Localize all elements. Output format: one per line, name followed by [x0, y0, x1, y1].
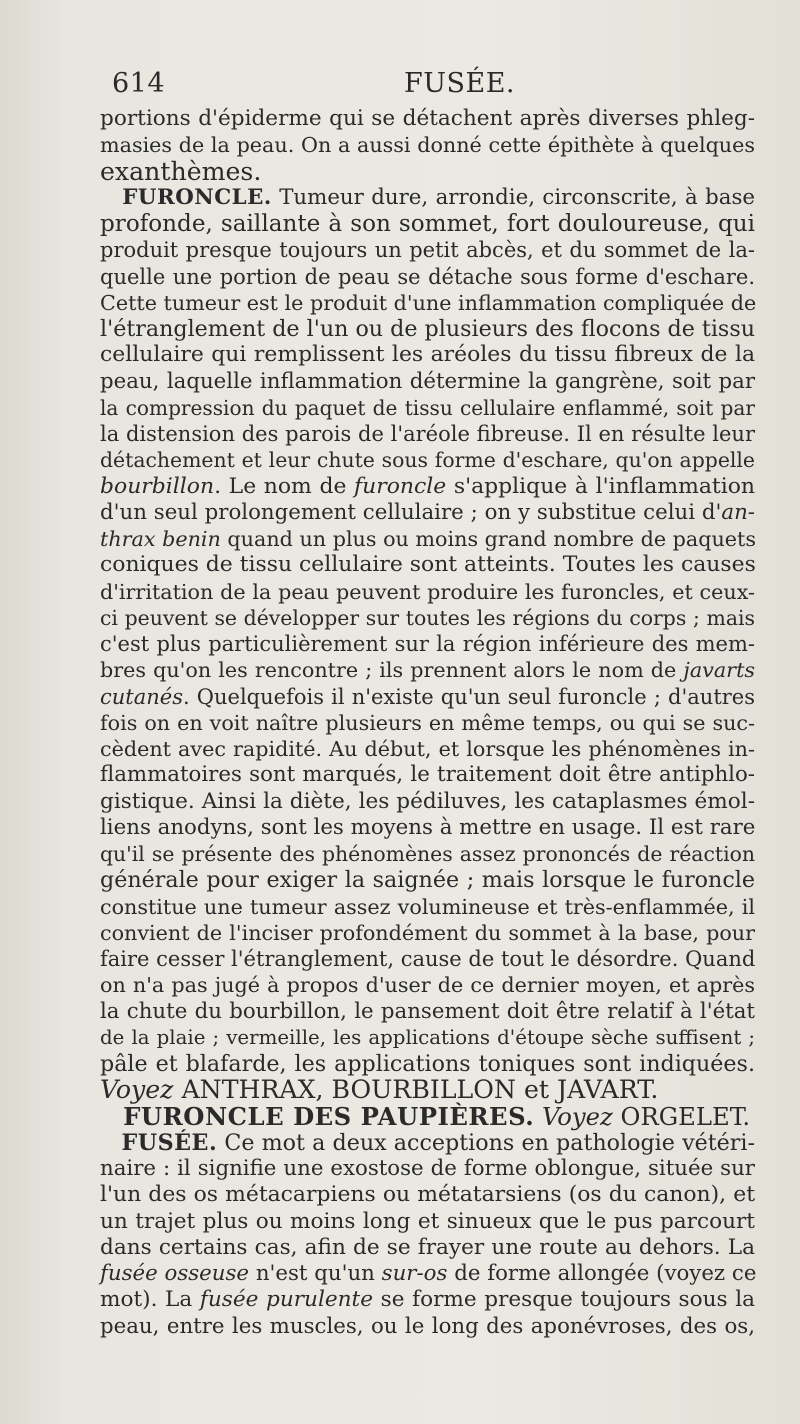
text-run: masies de la peau. On a aussi donné cette épithète à quelques [100, 133, 755, 158]
text-run: l'un des os métacarpiens ou métatarsiens (os du canon), et [100, 1182, 755, 1208]
voyez-label: Voyez [541, 1101, 613, 1131]
text-line [100, 237, 755, 263]
text-line [100, 789, 755, 815]
italic-term: an- [721, 499, 755, 525]
text-run: flammatoires sont marqués, le traitement doit être antiphlo- [100, 762, 755, 788]
text-run: exanthèmes. [100, 156, 262, 186]
text-run: peau, laquelle inflammation détermine la gangrène, soit par [100, 368, 755, 394]
entry-fusee-line [100, 1130, 755, 1156]
page-number: 614 [112, 68, 166, 99]
text-line [100, 710, 755, 736]
text-line [100, 920, 755, 946]
text-run: quelle une portion de peau se détache sous forme d'eschare. [100, 264, 755, 289]
text-run: liens anodyns, sont les moyens à mettre en usage. Il est rare [100, 814, 756, 840]
text-line [100, 211, 755, 237]
text-run: qu'il se présente des phénomènes assez prononcés de réaction [100, 842, 755, 866]
text-run: générale pour exiger la saignée ; mais lorsque le furoncle [100, 867, 755, 894]
text-line [100, 1235, 755, 1261]
text-line [100, 946, 755, 972]
headword-fusee: FUSÉE. [121, 1129, 218, 1156]
text-line [100, 762, 755, 788]
text-run: faire cesser l'étranglement, cause de tout le désordre. Quand [100, 947, 756, 971]
text-line [100, 1156, 755, 1182]
text-run: d'irritation de la peau peuvent produire les furoncles, et ceux- [100, 579, 755, 604]
text-run: détachement et leur chute sous forme d'eschare, qu'on appelle [100, 448, 755, 473]
text-run: peau, entre les muscles, ou le long des aponévroses, des os, [100, 1313, 755, 1339]
text-run: un trajet plus ou moins long et sinueux que le pus parcourt [100, 1208, 755, 1234]
text-run: d'un seul prolongement cellulaire ; on y substitue celui d' [100, 499, 722, 525]
text-run: mot). La [100, 1287, 200, 1313]
text-line [100, 736, 755, 762]
text-line [100, 421, 755, 447]
text-run: constitue une tumeur assez volumineuse et très-enflammée, il [100, 894, 755, 919]
text-run: n'est qu'un [249, 1261, 382, 1286]
text-run: . Quelquefois il n'existe qu'un seul furoncle ; d'autres [182, 684, 755, 709]
text-run [534, 1102, 542, 1131]
text-line [100, 579, 755, 605]
text-run: ci peuvent se développer sur toutes les régions du corps ; mais [100, 605, 755, 630]
italic-term: sur-os [381, 1261, 448, 1286]
text-line [100, 106, 755, 132]
text-run: de forme allongée (voyez ce [447, 1261, 757, 1286]
text-run: gistique. Ainsi la diète, les pédiluves, les cataplasmes émol- [100, 788, 755, 814]
text-run: s'applique à l'inflammation [446, 473, 755, 499]
text-line [100, 972, 755, 998]
page-header [112, 68, 752, 102]
text-line [100, 815, 755, 841]
cross-reference: ANTHRAX, BOURBILLON et JAVART. [173, 1075, 659, 1105]
text-line [100, 1209, 755, 1235]
voyez-label: Voyez [100, 1075, 174, 1105]
text-run: convient de l'inciser profondément du sommet à la base, pour [100, 920, 755, 945]
headword-furoncle-des-paupieres: FURONCLE DES PAUPIÈRES. [123, 1101, 535, 1131]
text-run: de la plaie ; vermeille, les applications d'étoupe sèche suffisent ; [100, 1025, 755, 1049]
text-run: portions d'épiderme qui se détachent après diverses phleg- [100, 106, 755, 131]
text-line [100, 369, 755, 395]
text-line [100, 526, 755, 552]
text-run: naire : il signifie une exostose de forme oblongue, située sur [100, 1156, 755, 1181]
text-line [100, 552, 755, 578]
italic-term: thrax benin [100, 527, 221, 551]
text-line [100, 1261, 755, 1287]
text-run: dans certains cas, afin de se frayer une route au dehors. La [100, 1234, 755, 1260]
text-line [100, 447, 755, 473]
text-run: bres qu'on les rencontre ; ils prennent alors le nom de [100, 658, 684, 683]
text-run: c'est plus particulièrement sur la région inférieure des mem- [100, 632, 755, 656]
text-line [100, 395, 755, 421]
text-run: cèdent avec rapidité. Au début, et lorsque les phénomènes in- [100, 737, 755, 761]
text-run: on n'a pas jugé à propos d'user de ce dernier moyen, et après [100, 973, 755, 998]
headword-furoncle: FURONCLE. [122, 184, 272, 210]
body-text [100, 106, 755, 1340]
entry-furoncle-line [100, 185, 755, 211]
indent [100, 1102, 123, 1131]
text-line [100, 684, 755, 710]
text-line [100, 264, 755, 290]
text-run: cellulaire qui remplissent les aréoles du tissu fibreux de la [100, 342, 755, 368]
text-line [100, 316, 755, 342]
italic-term: javarts [683, 658, 755, 683]
text-line [100, 1314, 755, 1340]
indent [100, 185, 122, 210]
text-run: Cette tumeur est le produit d'une inflammation compliquée de [100, 290, 757, 315]
text-run: se forme presque toujours sous la [373, 1287, 755, 1313]
text-line [100, 631, 755, 657]
text-run: quand un plus ou moins grand nombre de paquets [220, 527, 756, 551]
text-run: profonde, saillante à son sommet, fort douloureuse, qui [100, 211, 755, 237]
text-run: la chute du bourbillon, le pansement doit être relatif à l'état [100, 998, 755, 1024]
text-run: l'étranglement de l'un ou de plusieurs des flocons de tissu [100, 316, 755, 342]
text-line [100, 657, 755, 683]
text-run: la distension des parois de l'aréole fibreuse. Il en résulte leur [100, 422, 755, 446]
text-run: . Le nom de [214, 473, 355, 499]
text-run: produit presque toujours un petit abcès, et du sommet de la- [100, 238, 755, 263]
text-run: la compression du paquet de tissu cellulaire enflammé, soit par [100, 395, 755, 420]
text-line [100, 132, 755, 158]
italic-term: fusée purulente [199, 1287, 374, 1313]
text-run: pâle et blafarde, les applications toniques sont indiquées. [100, 1051, 755, 1077]
text-line [100, 1025, 755, 1051]
text-line [100, 605, 755, 631]
text-line [100, 867, 755, 893]
italic-term: bourbillon [100, 473, 215, 499]
italic-term: fusée osseuse [100, 1261, 250, 1286]
cross-reference: ORGELET. [612, 1101, 751, 1131]
text-run: Tumeur dure, arrondie, circonscrite, à base [271, 184, 756, 210]
text-line [100, 342, 755, 368]
text-line [100, 999, 755, 1025]
text-line [100, 500, 755, 526]
text-run: fois on en voit naître plusieurs en même temps, ou qui se suc- [100, 710, 755, 735]
text-run: coniques de tissu cellulaire sont atteints. Toutes les causes [100, 552, 756, 578]
cross-reference-line [100, 1077, 755, 1103]
text-line [100, 894, 755, 920]
text-line [100, 841, 755, 867]
text-line [100, 1182, 755, 1208]
running-head: FUSÉE. [404, 68, 515, 99]
text-line [100, 1051, 755, 1077]
text-line [100, 474, 755, 500]
entry-furoncle-des-paupieres-line [100, 1101, 755, 1131]
italic-term: cutanés [100, 684, 183, 709]
text-line [100, 156, 755, 186]
text-line [100, 290, 755, 316]
text-run: Ce mot a deux acceptions en pathologie vétéri- [217, 1129, 755, 1156]
indent [100, 1130, 122, 1156]
italic-term: furoncle [354, 473, 447, 499]
text-line [100, 1287, 755, 1313]
